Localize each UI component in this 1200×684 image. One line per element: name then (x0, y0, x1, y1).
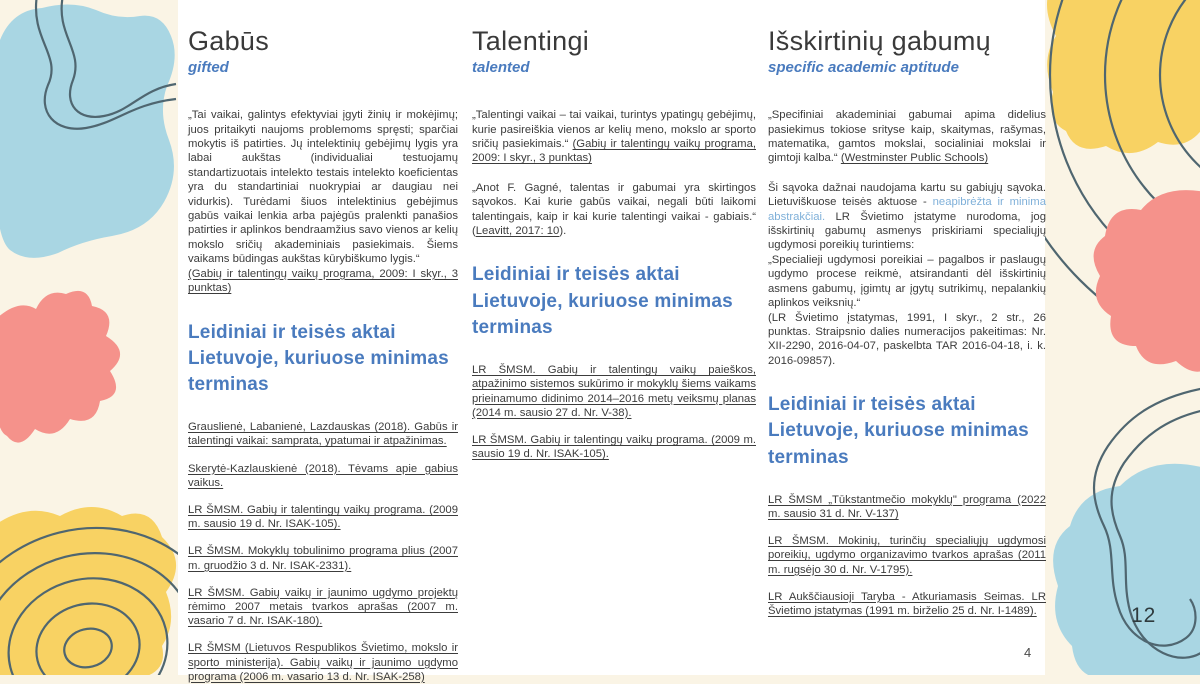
term-title-gabus: Gabūs (188, 26, 270, 56)
inline-link[interactable]: (Westminster Public Schools) (840, 152, 989, 165)
inline-link[interactable]: Leavitt, 2017: 10 (475, 225, 560, 238)
text-segment: „Specifiniai akademiniai gabumai apima didelius pasiekimus tokiose srityse kaip, skaitymas, rašymas, matematika, gamtos mokslai, socialiniai mokslai ir gimtoji kalba.“ (768, 109, 1046, 165)
slide-number: 12 (1131, 604, 1157, 627)
definition-paragraph (768, 181, 1046, 368)
sheet-page-number: 4 (1024, 645, 1032, 660)
section-heading: Leidiniai ir teisės aktai Lietuvoje, kuriuose minimas terminas (472, 264, 733, 338)
text-segment: „Specialieji ugdymosi poreikiai – pagalbos ir paslaugų ugdymo procese reikmė, atsirandanti dėl išskirtinių asmens gabumų, įgimtų ar įgytų sutrikimų, nepalankių aplinkos veiksnių.“ (768, 253, 1046, 310)
reference-link[interactable]: LR ŠMSM. Gabių ir talentingų vaikų paieškos, atpažinimo sistemos sukūrimo ir mokyklų šiems vaikams prieinamumo didinimo 2014–2016 metų veiksmų planas (2014 m. sausio 27 d. Nr. V-38). (472, 364, 756, 419)
definition-paragraph (188, 108, 458, 295)
pink-blob-right (1094, 190, 1200, 372)
yellow-blob-bottom-left (0, 507, 176, 675)
text-segment: ). (559, 225, 567, 238)
text-segment: neapibrėžta ir minima abstrakčiai. (768, 196, 1047, 223)
definition-paragraph (768, 108, 1046, 166)
inline-link[interactable]: (Gabių ir talentingų vaikų programa, 2009: I skyr., 3 punktas) (188, 267, 458, 295)
references-list (188, 420, 458, 684)
definition-paragraph (472, 108, 756, 166)
reference-link[interactable]: LR Aukščiausioji Taryba - Atkuriamasis Seimas. LR Švietimo įstatymas (1991 m. birželio 25 d. Nr. I-1489). (768, 590, 1046, 618)
term-translation-talented: talented (472, 59, 530, 77)
reference-link[interactable]: Grauslienė, Labanienė, Lazdauskas (2018). Gabūs ir talentingi vaikai: samprata, ypatumai ir atpažinimas. (188, 421, 458, 448)
reference-link[interactable]: LR ŠMSM. Gabių ir talentingų vaikų programa. (2009 m. sausio 19 d. Nr. ISAK-105). (472, 433, 756, 461)
pink-blob-left (0, 291, 120, 443)
definition-paragraph (472, 181, 756, 239)
reference-link[interactable]: LR ŠMSM. Gabių ir talentingų vaikų programa. (2009 m. sausio 19 d. Nr. ISAK-105). (188, 503, 458, 531)
reference-link[interactable]: LR ŠMSM (Lietuvos Respublikos Švietimo, mokslo ir sporto ministerija). Gabių vaikų ir jaunimo ugdymo programa (2006 m. vasario 13 d. Nr. ISAK-258) (188, 642, 458, 683)
column-gabus (188, 26, 459, 683)
section-heading: Leidiniai ir teisės aktai Lietuvoje, kuriuose minimas terminas (768, 394, 1029, 468)
text-segment: „Talentingi vaikai – tai vaikai, turintys ypatingų gebėjimų, kurie pasireiškia vienos ar kelių meno, mokslo ar sporto sričių pasiekimais.“ (472, 109, 756, 151)
reference-link[interactable]: LR ŠMSM „Tūkstantmečio mokyklų" programa (2022 m. sausio 31 d. Nr. V-137) (768, 493, 1046, 520)
definition-block (472, 108, 756, 238)
reference-link[interactable]: LR ŠMSM. Mokinių, turinčių specialiųjų ugdymosi poreikių, ugdymo organizavimo tvarkos aprašas (2011 m. rugsėjo 30 d. Nr. V-1795). (768, 535, 1046, 576)
text-segment: (LR Švietimo įstatymas, 1991, I skyr., 2 str., 26 punktas. Straipsnio dalies numeracijos pakeitimas: Nr. XII-2290, 2016-04-07, paskelbta TAR 2016-04-18, i. k. 2016-09857). (768, 311, 1046, 367)
references-list (472, 363, 756, 461)
text-segment: Ši sąvoka dažnai naudojama kartu su gabiųjų sąvoka. Lietuviškuose teisės aktuose - (768, 181, 1046, 209)
term-title-talentingi: Talentingi (472, 26, 590, 56)
definition-block (188, 108, 458, 295)
reference-link[interactable]: LR ŠMSM. Gabių vaikų ir jaunimo ugdymo projektų rėmimo 2007 metais tvarkos aprašas (2007 m. vasario 7 d. Nr. ISAK-180). (188, 586, 458, 628)
definition-block (768, 108, 1046, 368)
column-talentingi (472, 26, 756, 675)
section-heading: Leidiniai ir teisės aktai Lietuvoje, kuriuose minimas terminas (188, 321, 449, 395)
term-translation-gifted: gifted (188, 59, 229, 77)
yellow-blob-top-right (1047, 0, 1200, 153)
term-title-isskirtiniu-gabumu: Išskirtinių gabumų (768, 26, 991, 56)
text-segment: „Anot F. Gagné, talentas ir gabumai yra skirtingos sąvokos. Kai kurie gabūs vaikai, negali būti laikomi talentingais, kaip ir kai kurie talentingi vaikai - gabiais.“ ( (472, 181, 756, 238)
reference-link[interactable]: LR ŠMSM. Mokyklų tobulinimo programa plius (2007 m. gruodžio 3 d. Nr. ISAK-2331). (188, 545, 458, 572)
content-sheet (178, 0, 1047, 683)
inline-link[interactable]: (Gabių ir talentingų vaikų programa, 2009: I skyr., 3 punktas) (472, 138, 756, 165)
reference-link[interactable]: Skerytė-Kazlauskienė (2018). Tėvams apie gabius vaikus. (188, 462, 458, 489)
term-translation-specific-academic-aptitude: specific academic aptitude (768, 59, 959, 77)
blue-blob-top-left (0, 4, 175, 257)
text-segment: LR Švietimo įstatyme nurodoma, jog išskirtinių gabumų asmenys priskiriami specialiųjų ugdymosi poreikių turintiems: (768, 210, 1046, 252)
references-list (768, 493, 1046, 618)
text-segment: „Tai vaikai, galintys efektyviai įgyti žinių ir mokėjimų; juos pritaikyti naujoms problemoms spręsti; sparčiai mokytis iš patirties. Jų intelektinių gebėjimų lygis yra labai aukštas (individualiai testuojamų standartizuotais intelekto testais intelekto koeficientas yra du standartiniai nuokrypiai ar daugiau nei vidurkis). Turėdami šiuos intelektinius gebėjimus gabūs vaikai lenkia arba pajėgūs pralenkti panašios patirties ir aplinkos bendraamžius savo vienos ar kelių mokslo sričių akademiniais pasiekimais. Šiems vaikams būdingas aukštas kūrybiškumo lygis.“ (188, 109, 459, 266)
column-isskirtiniu-gabumu (768, 26, 1046, 675)
